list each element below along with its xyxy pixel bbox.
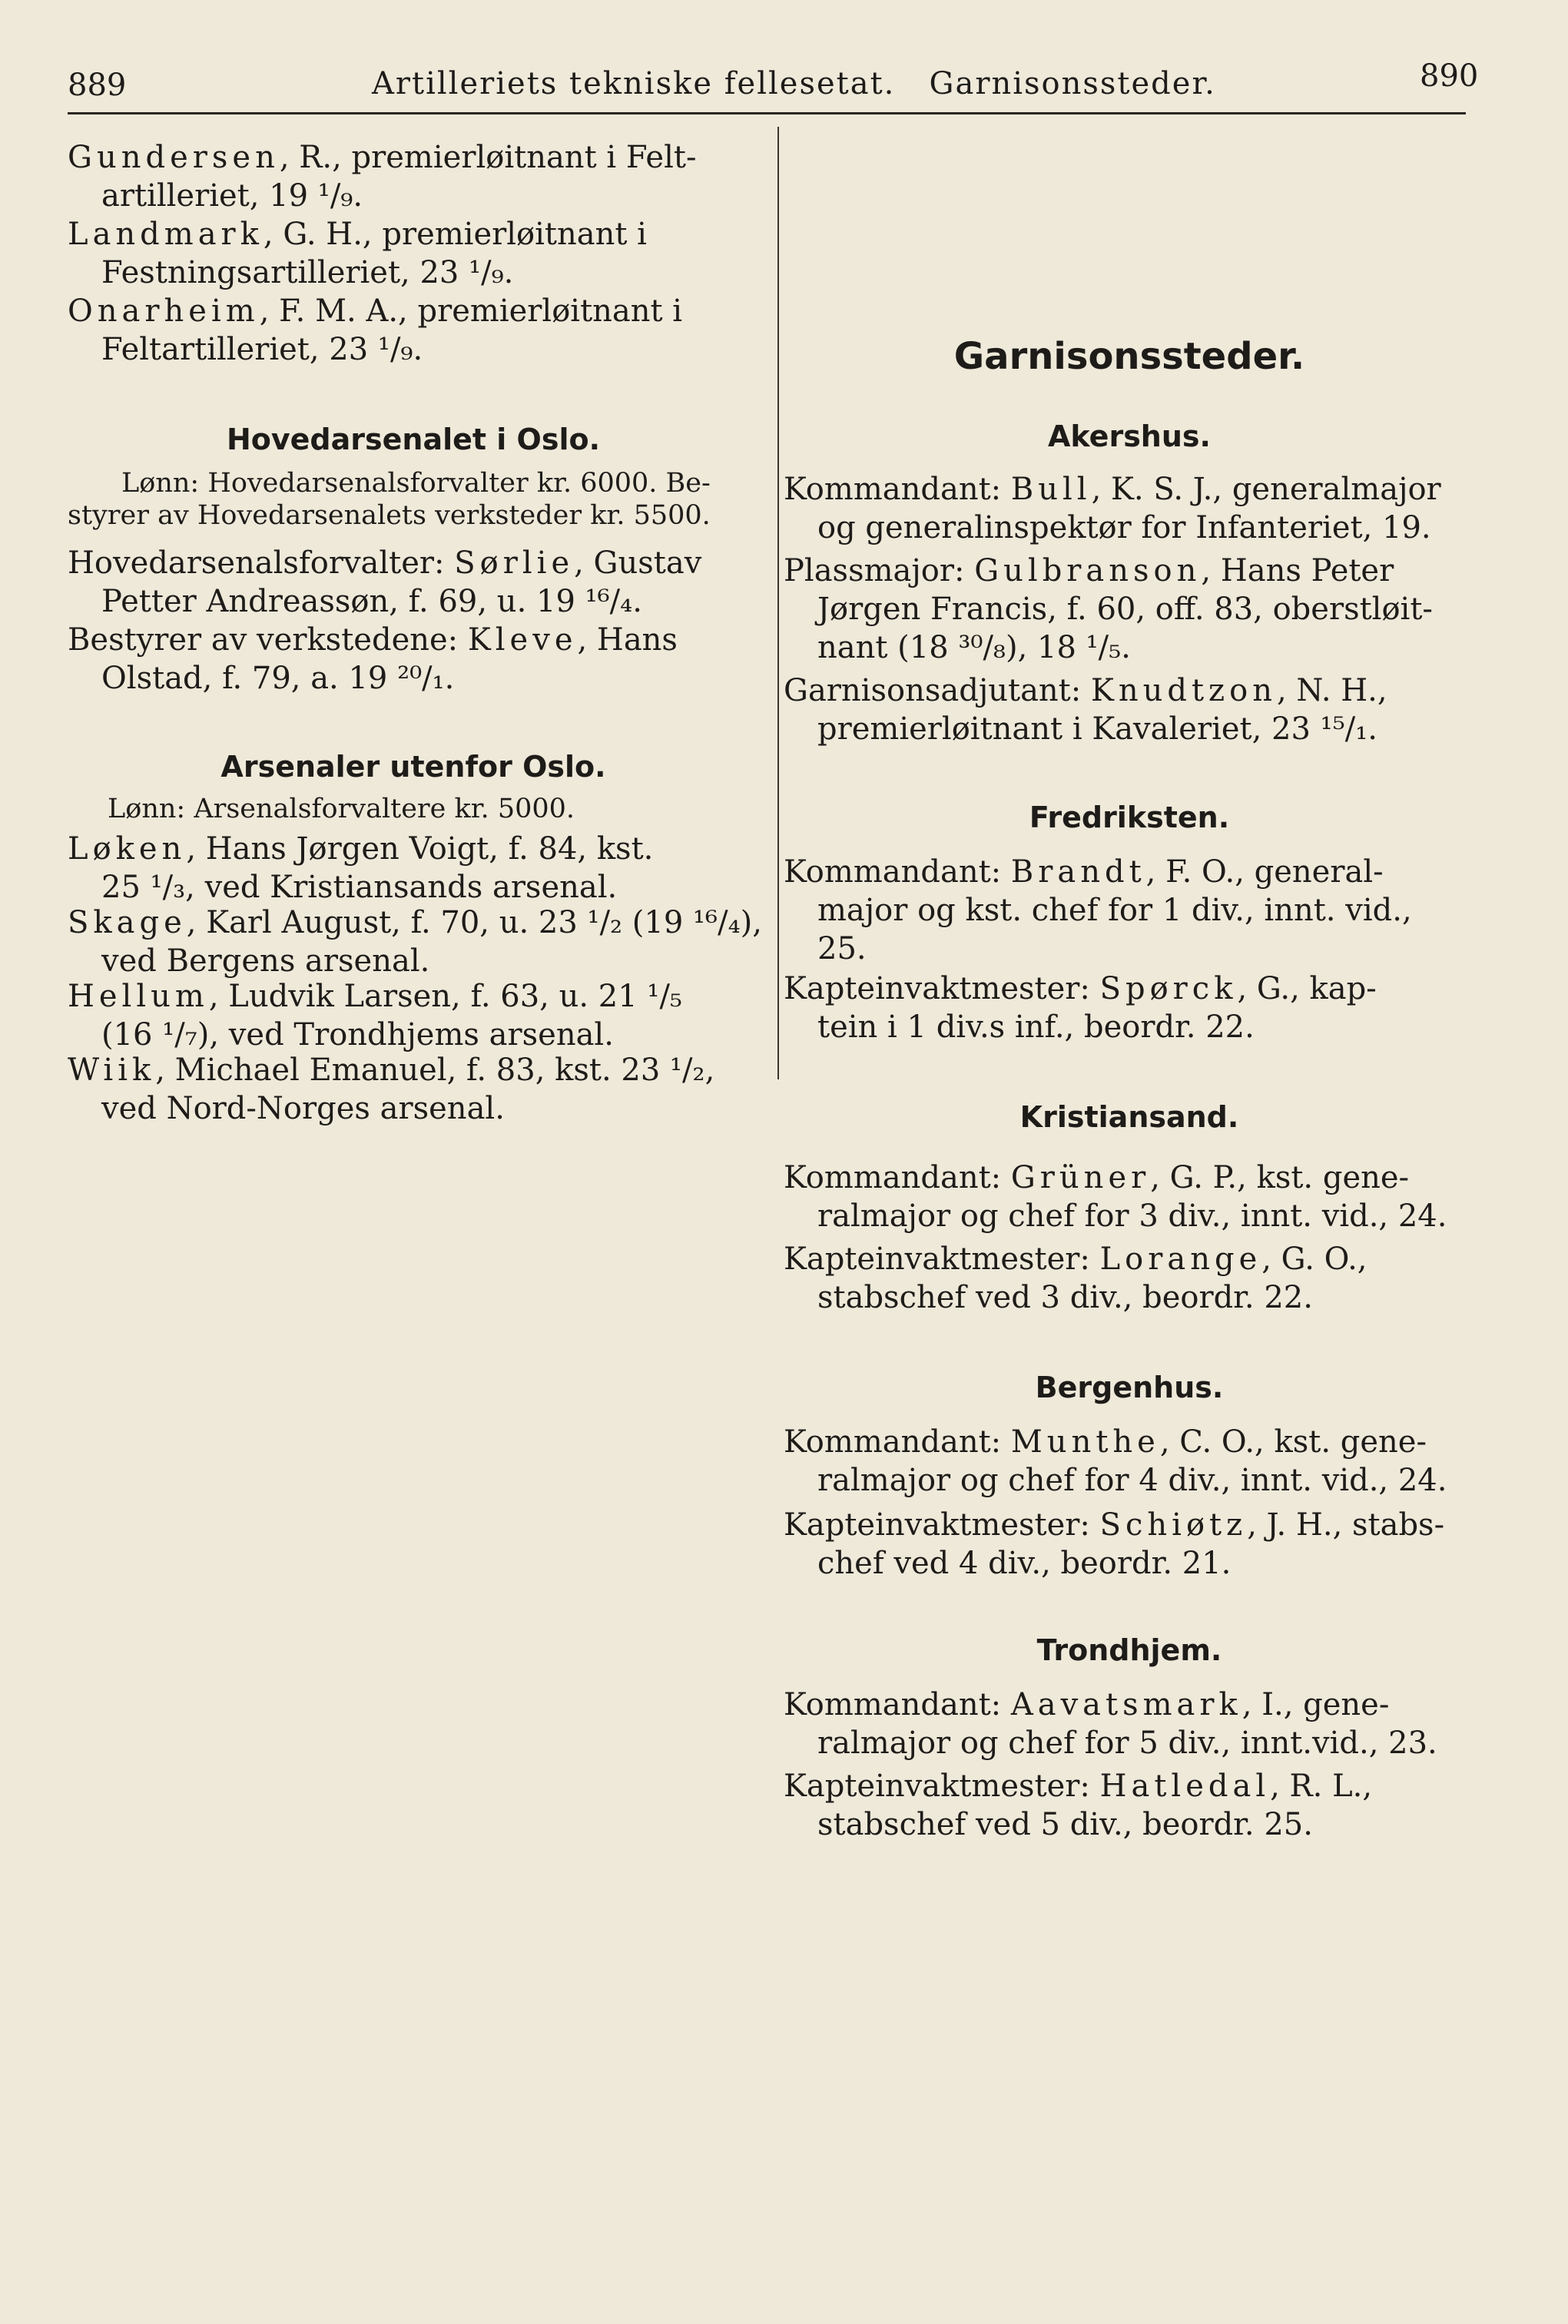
page-header bbox=[0, 0, 1568, 123]
entry-continuation: ved Nord-Norges arsenal. bbox=[101, 1091, 505, 1126]
section-title-kristiansand: Kristiansand. bbox=[1019, 1100, 1239, 1134]
section-title-fredriksten: Fredriksten. bbox=[1029, 801, 1230, 834]
entry-continuation: Petter Andreassøn, f. 69, u. 19 ¹⁶/₄. bbox=[101, 584, 642, 619]
entry-text: , Ludvik Larsen, f. 63, u. 21 ¹/₅ bbox=[208, 979, 682, 1014]
page-number-left: 889 bbox=[68, 68, 127, 103]
entry-text: , G. O., bbox=[1261, 1242, 1367, 1277]
running-title: Artilleriets tekniske fellesetat. Garnisonssteder. bbox=[372, 66, 1216, 101]
entry-name: Hellum bbox=[68, 979, 209, 1014]
section-title-hovedarsenalet: Hovedarsenalet i Oslo. bbox=[226, 423, 601, 456]
section-title-bergenhus: Bergenhus. bbox=[1035, 1371, 1224, 1404]
entry-role: Kapteinvaktmester: bbox=[784, 1769, 1090, 1804]
entry-text: , Hans bbox=[577, 622, 678, 658]
entry-name: Spørck bbox=[1099, 971, 1238, 1006]
entry-continuation: ralmajor og chef for 5 div., innt.vid., 23. bbox=[817, 1726, 1437, 1761]
entry-continuation: stabschef ved 3 div., beordr. 22. bbox=[817, 1280, 1313, 1315]
page-number-right: 890 bbox=[1420, 58, 1479, 94]
entry-text: , Hans Jørgen Voigt, f. 84, kst. bbox=[186, 831, 654, 867]
entry-role: Hovedarsenalsforvalter: bbox=[68, 545, 445, 581]
entry-name: Sørlie bbox=[454, 545, 575, 581]
salary-note-line2: styrer av Hovedarsenalets verksteder kr. 5500. bbox=[68, 500, 711, 531]
page-section-title: Garnisonssteder. bbox=[953, 335, 1305, 378]
entry-role: Kommandant: bbox=[784, 854, 1002, 890]
entry-role: Kapteinvaktmester: bbox=[784, 971, 1090, 1006]
entry-role: Bestyrer av verkstedene: bbox=[68, 622, 459, 658]
entry-continuation: nant (18 ³⁰/₈), 18 ¹/₅. bbox=[817, 630, 1131, 665]
entry-knudtzon bbox=[784, 671, 1475, 748]
entry-schiotz bbox=[784, 1506, 1475, 1583]
entry-name: Hatledal bbox=[1099, 1769, 1271, 1804]
entry-text: , F. O., general- bbox=[1145, 854, 1384, 890]
entry-gundersen bbox=[68, 138, 759, 215]
entry-continuation: premierløitnant i Kavaleriet, 23 ¹⁵/₁. bbox=[817, 711, 1377, 747]
header-rule bbox=[68, 112, 1466, 114]
section-title-arsenaler: Arsenaler utenfor Oslo. bbox=[220, 750, 606, 784]
entry-wiik bbox=[68, 1051, 759, 1128]
entry-gruner bbox=[784, 1159, 1475, 1235]
entry-continuation: stabschef ved 5 div., beordr. 25. bbox=[817, 1807, 1313, 1842]
entry-lorange bbox=[784, 1240, 1475, 1317]
entry-role: Garnisonsadjutant: bbox=[784, 673, 1082, 708]
entry-name: Brandt bbox=[1010, 854, 1146, 890]
entry-text: , R., premierløitnant i Felt- bbox=[279, 140, 697, 175]
entry-text: , C. O., kst. gene- bbox=[1159, 1424, 1427, 1460]
entry-continuation: tein i 1 div.s inf., beordr. 22. bbox=[817, 1009, 1255, 1045]
section-title-akershus: Akershus. bbox=[1048, 419, 1211, 453]
entry-name: Schiøtz bbox=[1099, 1507, 1248, 1543]
entry-name: Landmark bbox=[68, 217, 264, 252]
entry-name: Skage bbox=[68, 905, 187, 940]
entry-text: , Michael Emanuel, f. 83, kst. 23 ¹/₂, bbox=[155, 1053, 715, 1088]
entry-continuation: Olstad, f. 79, a. 19 ²⁰/₁. bbox=[101, 661, 455, 696]
entry-gulbranson bbox=[784, 552, 1475, 667]
entry-continuation: Feltartilleriet, 23 ¹/₉. bbox=[101, 332, 423, 367]
entry-text: , Karl August, f. 70, u. 23 ¹/₂ (19 ¹⁶/₄), bbox=[186, 905, 762, 940]
entry-role: Kommandant: bbox=[784, 1160, 1002, 1195]
entry-name: Grüner bbox=[1010, 1160, 1151, 1195]
entry-text: , G., kap- bbox=[1237, 971, 1377, 1006]
entry-skage bbox=[68, 903, 762, 980]
entry-role: Kapteinvaktmester: bbox=[784, 1242, 1090, 1277]
section-title-trondhjem: Trondhjem. bbox=[1036, 1633, 1222, 1667]
entry-role: Kommandant: bbox=[784, 1687, 1002, 1722]
entry-text: , Gustav bbox=[574, 545, 702, 581]
entry-continuation: artilleriet, 19 ¹/₉. bbox=[101, 178, 363, 214]
entry-text: , I., gene- bbox=[1241, 1687, 1390, 1722]
entry-munthe bbox=[784, 1423, 1475, 1500]
entry-landmark bbox=[68, 215, 759, 292]
entry-name: Wiik bbox=[68, 1053, 156, 1088]
entry-continuation: ralmajor og chef for 4 div., innt. vid., 24. bbox=[817, 1463, 1447, 1498]
entry-name: Munthe bbox=[1010, 1424, 1160, 1460]
entry-name: Lorange bbox=[1099, 1242, 1262, 1277]
entry-continuation: major og kst. chef for 1 div., innt. vid., bbox=[817, 893, 1412, 928]
entry-hellum bbox=[68, 977, 759, 1054]
entry-text: , K. S. J., generalmajor bbox=[1091, 472, 1441, 507]
entry-role: Kapteinvaktmester: bbox=[784, 1507, 1090, 1543]
salary-note-line1: Lønn: Hovedarsenalsforvalter kr. 6000. Be- bbox=[121, 468, 711, 499]
entry-text: , G. H., premierløitnant i bbox=[263, 217, 647, 252]
entry-continuation: ralmajor og chef for 3 div., innt. vid., 24. bbox=[817, 1198, 1447, 1234]
entry-name: Onarheim bbox=[68, 293, 260, 329]
entry-hatledal bbox=[784, 1767, 1475, 1844]
entry-name: Gundersen bbox=[68, 140, 280, 175]
entry-text: , J. H., stabs- bbox=[1247, 1507, 1445, 1543]
entry-continuation: og generalinspektør for Infanteriet, 19. bbox=[817, 510, 1431, 545]
entry-text: , F. M. A., premierløitnant i bbox=[259, 293, 683, 329]
entry-name: Bull bbox=[1010, 472, 1092, 507]
entry-continuation: 25. bbox=[817, 931, 867, 966]
entry-continuation: (16 ¹/₇), ved Trondhjems arsenal. bbox=[101, 1017, 614, 1053]
entry-sporck bbox=[784, 970, 1475, 1046]
entry-name: Knudtzon bbox=[1090, 673, 1277, 708]
entry-sorlie bbox=[68, 544, 759, 621]
entry-continuation: Festningsartilleriet, 23 ¹/₉. bbox=[101, 255, 514, 290]
entry-continuation: 25 ¹/₃, ved Kristiansands arsenal. bbox=[101, 870, 618, 905]
entry-name: Kleve bbox=[467, 622, 578, 658]
entry-kleve bbox=[68, 621, 759, 698]
entry-role: Kommandant: bbox=[784, 1424, 1002, 1460]
entry-bull bbox=[784, 470, 1475, 547]
salary-note: Lønn: Arsenalsforvaltere kr. 5000. bbox=[108, 794, 575, 824]
entry-continuation: chef ved 4 div., beordr. 21. bbox=[817, 1546, 1232, 1581]
entry-name: Aavatsmark bbox=[1010, 1687, 1242, 1722]
entry-continuation: ved Bergens arsenal. bbox=[101, 943, 430, 979]
entry-text: , R. L., bbox=[1270, 1769, 1373, 1804]
entry-name: Løken bbox=[68, 831, 187, 867]
entry-name: Gulbranson bbox=[974, 553, 1202, 588]
entry-text: , G. P., kst. gene- bbox=[1150, 1160, 1410, 1195]
entry-aavatsmark bbox=[784, 1686, 1475, 1762]
entry-text: , Hans Peter bbox=[1201, 553, 1394, 588]
entry-text: , N. H., bbox=[1276, 673, 1387, 708]
entry-continuation: Jørgen Francis, f. 60, off. 83, oberstløit- bbox=[817, 592, 1433, 627]
entry-brandt bbox=[784, 853, 1475, 968]
entry-loken bbox=[68, 830, 759, 907]
entry-onarheim bbox=[68, 292, 759, 369]
entry-role: Plassmajor: bbox=[784, 553, 965, 588]
entry-role: Kommandant: bbox=[784, 472, 1002, 507]
